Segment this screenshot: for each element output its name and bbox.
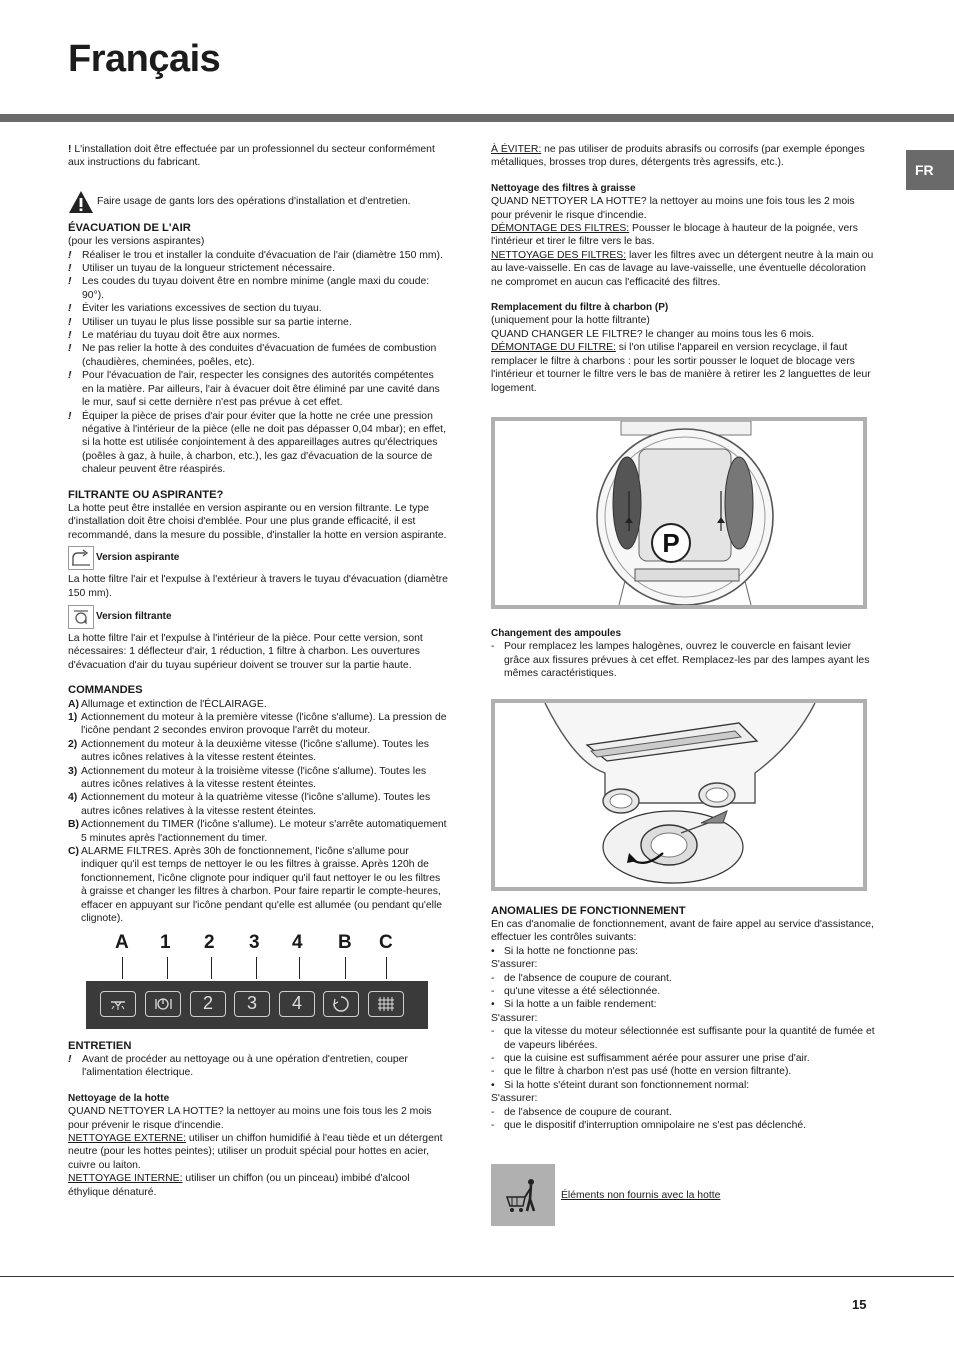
control-panel bbox=[86, 981, 428, 1029]
timer-icon bbox=[332, 995, 350, 1013]
filtrante-text: La hotte peut être installée en version aspirante ou en version filtrante. Le type d'installation doit être choisi d'emblée. Pour une plus grande efficacité, il est recommandé, dans la mesure du possible, d'installer la hotte en version aspirante. bbox=[68, 502, 447, 541]
page-title: Français bbox=[68, 38, 221, 80]
figure-p-label: P bbox=[662, 527, 680, 558]
footer-rule bbox=[0, 1276, 954, 1277]
command-item bbox=[68, 818, 448, 845]
nettoyage-interne: NETTOYAGE INTERNE: utiliser un chiffon (ou un pinceau) imbibé d'alcool éthylique dénaturé. bbox=[68, 1173, 410, 1198]
panel-label: 4 bbox=[292, 931, 303, 953]
carbon-filter-illustration bbox=[495, 421, 863, 605]
anomaly-case-text: Si la hotte a un faible rendement: bbox=[504, 999, 657, 1011]
entretien-warning: ! Avant de procéder au nettoyage ou à une opération d'entretien, couper l'alimentation électrique. bbox=[68, 1053, 408, 1079]
bulb-heading: Changement des ampoules bbox=[491, 627, 622, 639]
speed-4-button[interactable]: 4 bbox=[279, 991, 315, 1017]
check-label: S'assurer: bbox=[491, 1093, 538, 1105]
command-key: A) bbox=[68, 698, 79, 710]
check-item-text: que la vitesse du moteur sélectionnée est suffisante pour la quantité de fumée et de vapeurs libérées. bbox=[504, 1026, 875, 1051]
evacuation-list bbox=[68, 249, 448, 477]
list-item bbox=[68, 342, 448, 369]
speed-1-button[interactable] bbox=[145, 991, 181, 1017]
panel-leader-line bbox=[386, 957, 387, 979]
command-item bbox=[68, 765, 448, 792]
avoid-paragraph: À ÉVITER: ne pas utiliser de produits abrasifs ou corrosifs (par exemple éponges métalliques, brosses trop dures, détergents très agressifs, etc.). bbox=[491, 144, 865, 169]
bulb-text: - Pour remplacez les lampes halogènes, ouvrez le couvercle en faisant levier grâce aux fissures prévues à cet effet. Remplacez-les par des lampes ayant les mêmes caractéristiques. bbox=[491, 641, 870, 680]
exclamation-mark: ! bbox=[68, 410, 72, 422]
command-key: 4) bbox=[68, 792, 78, 804]
timer-button[interactable] bbox=[323, 991, 359, 1017]
panel-leader-line bbox=[167, 957, 168, 979]
nettoyage-externe: NETTOYAGE EXTERNE: utiliser un chiffon humidifié à l'eau tiède et un détergent neutre (pour les hottes peintes); utiliser un produit spécial pour hottes en acier, cuivre ou laiton. bbox=[68, 1132, 443, 1171]
panel-leader-line bbox=[211, 957, 212, 979]
carbon-subtitle: (uniquement pour la hotte filtrante) bbox=[491, 315, 650, 327]
filtrante-version-text: La hotte filtre l'air et l'expulse à l'intérieur de la pièce. Pour cette version, sont nécessaires: 1 déflecteur d'air, 1 réduction, 1 filtre à charbon. Les ouvertures d'évacuation d'air du tuyau supérieur doivent se trouver sur la partie haute. bbox=[68, 632, 423, 671]
control-panel-diagram bbox=[68, 932, 448, 1024]
bullet: • bbox=[491, 1079, 495, 1091]
page-number: 15 bbox=[852, 1297, 867, 1312]
check-item bbox=[491, 985, 877, 998]
nettoyage-when: QUAND NETTOYER LA HOTTE? la nettoyer au moins une fois tous les 2 mois pour prévenir le risque d'incendie. bbox=[68, 1106, 432, 1131]
bulb-illustration bbox=[495, 703, 863, 887]
list-item bbox=[68, 262, 448, 275]
command-text: Actionnement du moteur à la troisième vitesse (l'icône s'allume). Toutes les autres icônes relatives à la vitesse restent éteintes. bbox=[81, 765, 427, 791]
exclamation-mark: ! bbox=[68, 144, 72, 155]
light-button[interactable] bbox=[100, 991, 136, 1017]
panel-label: A bbox=[115, 931, 129, 953]
aspirante-text: La hotte filtre l'air et l'expulse à l'extérieur à travers le tuyau d'évacuation (diamètre 150 mm). bbox=[68, 574, 448, 599]
panel-leader-line bbox=[299, 957, 300, 979]
filter-alarm-button[interactable] bbox=[368, 991, 404, 1017]
power-speed-1-icon bbox=[151, 996, 175, 1012]
list-item bbox=[68, 249, 448, 262]
grease-clean: NETTOYAGE DES FILTRES: laver les filtres avec un détergent neutre à la main ou au lave-vaisselle. En cas de lavage au lave-vaisselle, une éventuelle décoloration ne compromet en aucun cas l'efficacité des filtres. bbox=[491, 249, 874, 288]
panel-leader-line bbox=[256, 957, 257, 979]
dash: - bbox=[491, 972, 495, 984]
panel-label: 3 bbox=[249, 931, 260, 953]
header-rule bbox=[0, 114, 954, 122]
right-column bbox=[491, 143, 877, 1226]
check-item-text: que le dispositif d'interruption omnipolaire ne s'est pas déclenché. bbox=[504, 1120, 807, 1132]
command-text: Actionnement du moteur à la première vitesse (l'icône s'allume). La pression de l'icône pendant 2 secondes environ provoque l'arrêt du moteur. bbox=[81, 712, 447, 737]
anomaly-case-text: Si la hotte ne fonctionne pas: bbox=[504, 945, 639, 957]
carbon-when: QUAND CHANGER LE FILTRE? le changer au moins tous les 6 mois. bbox=[491, 328, 815, 340]
list-item bbox=[68, 410, 448, 477]
check-label: S'assurer: bbox=[491, 959, 538, 971]
bulb-figure bbox=[491, 699, 867, 891]
anomaly-case bbox=[491, 998, 877, 1011]
command-text: Allumage et extinction de l'ÉCLAIRAGE. bbox=[81, 698, 267, 710]
list-item-text: Pour l'évacuation de l'air, respecter les consignes des autorités compétentes en la matière. Par ailleurs, l'air à évacuer doit être éliminé par une cavité dans le mur, sauf si cette dernière n'est pas prévue à cet effet. bbox=[82, 370, 440, 409]
exclamation-mark: ! bbox=[68, 276, 72, 288]
check-item bbox=[491, 1106, 877, 1119]
exclamation-mark: ! bbox=[68, 303, 72, 315]
speed-2-button[interactable]: 2 bbox=[190, 991, 226, 1017]
command-key: 3) bbox=[68, 765, 78, 777]
dash: - bbox=[491, 1120, 495, 1132]
anomaly-case bbox=[491, 1079, 877, 1092]
check-item bbox=[491, 972, 877, 985]
exhaust-icon bbox=[68, 546, 94, 570]
warning-icon bbox=[68, 190, 94, 214]
grease-filter-heading: Nettoyage des filtres à graisse bbox=[491, 182, 636, 194]
command-item bbox=[68, 698, 448, 711]
filtrante-label-row: Version filtrante bbox=[68, 605, 448, 629]
commandes-list bbox=[68, 698, 448, 926]
check-item-text: que la cuisine est suffisamment aérée pour assurer une prise d'air. bbox=[504, 1053, 810, 1064]
dash: - bbox=[491, 1026, 495, 1038]
list-item-text: Utiliser un tuyau de la longueur strictement nécessaire. bbox=[82, 263, 335, 275]
command-key: C) bbox=[68, 846, 79, 858]
grease-dismount: DÉMONTAGE DES FILTRES: Pousser le blocage à hauteur de la poignée, vers l'intérieur et tirer le filtre vers le bas. bbox=[491, 223, 858, 248]
check-item-text: de l'absence de coupure de courant. bbox=[504, 1106, 672, 1118]
command-item bbox=[68, 791, 448, 818]
language-tab: FR bbox=[906, 150, 954, 190]
bullet: • bbox=[491, 999, 495, 1011]
check-item bbox=[491, 1119, 877, 1132]
dash: - bbox=[491, 1106, 495, 1118]
list-item bbox=[68, 316, 448, 329]
anomalies-intro: En cas d'anomalie de fonctionnement, avant de faire appel au service d'assistance, effectuer les contrôles suivants: bbox=[491, 918, 874, 944]
list-item bbox=[68, 369, 448, 409]
list-item-text: Équiper la pièce de prises d'air pour éviter que la hotte ne crée une pression négative à l'intérieur de la pièce (elle ne doit pas dépasser 0,04 mbar); en effet, si la hotte est utilisée conjointement à des appareillages autres qu'électriques (poêles à gaz, à huile, à charbon, etc.), les gaz d'évacuation de la source de chaleur peuvent être réaspirés. bbox=[82, 410, 446, 476]
exclamation-mark: ! bbox=[68, 343, 72, 355]
recycle-icon bbox=[68, 605, 94, 629]
filtrante-heading: FILTRANTE OU ASPIRANTE? bbox=[68, 488, 224, 501]
aspirante-label-row: Version aspirante bbox=[68, 546, 448, 570]
filter-grid-icon bbox=[377, 996, 395, 1012]
list-item-text: Le matériau du tuyau doit être aux normes. bbox=[82, 330, 281, 342]
anomalies-heading: ANOMALIES DE FONCTIONNEMENT bbox=[491, 904, 686, 917]
carbon-filter-heading: Remplacement du filtre à charbon (P) bbox=[491, 302, 669, 314]
evacuation-heading: ÉVACUATION DE L'AIR bbox=[68, 221, 191, 234]
speed-3-button[interactable]: 3 bbox=[234, 991, 270, 1017]
command-text: Actionnement du moteur à la quatrième vitesse (l'icône s'allume). Toutes les autres icônes relatives à la vitesse restent éteintes. bbox=[81, 792, 431, 817]
commandes-heading: COMMANDES bbox=[68, 684, 143, 697]
check-item bbox=[491, 1052, 877, 1065]
left-column bbox=[68, 143, 448, 1199]
not-supplied-text: Éléments non fournis avec la hotte bbox=[561, 1189, 721, 1201]
gloves-warning: Faire usage de gants lors des opérations d'installation et d'entretien. bbox=[68, 190, 448, 214]
command-text: Actionnement du moteur à la deuxième vitesse (l'icône s'allume). Toutes les autres icônes relatives à la vitesse restent éteintes. bbox=[81, 738, 429, 764]
list-item bbox=[68, 329, 448, 342]
panel-label: C bbox=[379, 931, 393, 953]
evacuation-subtitle: (pour les versions aspirantes) bbox=[68, 236, 205, 248]
intro-paragraph: ! L'installation doit être effectuée par un professionnel du secteur conformément aux instructions du fabricant. bbox=[68, 144, 435, 169]
check-item-text: qu'une vitesse a été sélectionnée. bbox=[504, 985, 661, 997]
panel-label: 1 bbox=[160, 931, 171, 953]
panel-leader-line bbox=[345, 957, 346, 979]
exclamation-mark: ! bbox=[68, 249, 72, 261]
anomalies-list bbox=[491, 945, 877, 1133]
carbon-filter-figure bbox=[491, 417, 867, 609]
dash: - bbox=[491, 1053, 495, 1064]
list-item-text: Ne pas relier la hotte à des conduites d'évacuation de fumées de combustion (chaudières, cheminées, poêles, etc). bbox=[82, 343, 437, 368]
check-item-text: de l'absence de coupure de courant. bbox=[504, 972, 672, 984]
list-item-text: Éviter les variations excessives de section du tuyau. bbox=[82, 303, 322, 315]
trolley-icon bbox=[491, 1164, 555, 1226]
command-text: Actionnement du TIMER (l'icône s'allume). Le moteur s'arrête automatiquement 5 minutes après l'actionnement du timer. bbox=[81, 819, 447, 844]
list-item bbox=[68, 275, 448, 302]
dash: - bbox=[491, 985, 495, 997]
exclamation-mark: ! bbox=[68, 370, 72, 382]
check-item bbox=[491, 1025, 877, 1052]
carbon-dismount: DÉMONTAGE DU FILTRE: si l'on utilise l'appareil en version recyclage, il faut remplacer le filtre à charbons : pour les sortir pousser le loquet de blocage vers l'intérieur et tourner le filtre vers le bas de manière à retirer les 2 languettes de leur logement. bbox=[491, 342, 871, 394]
check-label: S'assurer: bbox=[491, 1012, 538, 1024]
anomaly-case-text: Si la hotte s'éteint durant son fonctionnement normal: bbox=[504, 1079, 750, 1091]
command-key: B) bbox=[68, 819, 79, 831]
command-item bbox=[68, 711, 448, 738]
panel-leader-line bbox=[122, 957, 123, 979]
list-item-text: Les coudes du tuyau doivent être en nombre minime (angle maxi du coude: 90°). bbox=[82, 276, 430, 301]
panel-label: B bbox=[338, 931, 352, 953]
command-key: 1) bbox=[68, 712, 78, 723]
list-item-text: Réaliser le trou et installer la conduite d'évacuation de l'air (diamètre 150 mm). bbox=[82, 249, 443, 261]
dash: - bbox=[491, 1066, 495, 1078]
lamp-icon bbox=[107, 997, 129, 1011]
exclamation-mark: ! bbox=[68, 330, 72, 342]
command-item bbox=[68, 738, 448, 765]
bullet: • bbox=[491, 945, 495, 957]
check-item bbox=[491, 1065, 877, 1078]
panel-label: 2 bbox=[204, 931, 215, 953]
command-item bbox=[68, 845, 448, 925]
exclamation-mark: ! bbox=[68, 316, 72, 328]
grease-when: QUAND NETTOYER LA HOTTE? la nettoyer au moins une fois tous les 2 mois pour prévenir le risque d'incendie. bbox=[491, 196, 855, 221]
exclamation-mark: ! bbox=[68, 263, 72, 275]
list-item bbox=[68, 302, 448, 315]
anomaly-case bbox=[491, 945, 877, 958]
command-key: 2) bbox=[68, 738, 78, 750]
not-supplied-row bbox=[491, 1164, 877, 1226]
nettoyage-hotte-heading: Nettoyage de la hotte bbox=[68, 1092, 170, 1104]
entretien-heading: ENTRETIEN bbox=[68, 1039, 132, 1052]
command-text: ALARME FILTRES. Après 30h de fonctionnement, l'icône s'allume pour indiquer qu'il est temps de nettoyer le ou les filtres à graisse. Après 120h de fonctionnement, l'icône clignote pour indiquer qu'il faut nettoyer le ou les filtres à graisse et changer les filtres à charbon. Pour faire repartir le compte-heures, effacer en appuyant sur l'icône pendant qu'elle est allumée (ou pendant qu'elle clignote). bbox=[81, 846, 443, 925]
check-item-text: que le filtre à charbon n'est pas usé (hotte en version filtrante). bbox=[504, 1066, 792, 1078]
list-item-text: Utiliser un tuyau le plus lisse possible sur sa partie interne. bbox=[82, 316, 352, 328]
